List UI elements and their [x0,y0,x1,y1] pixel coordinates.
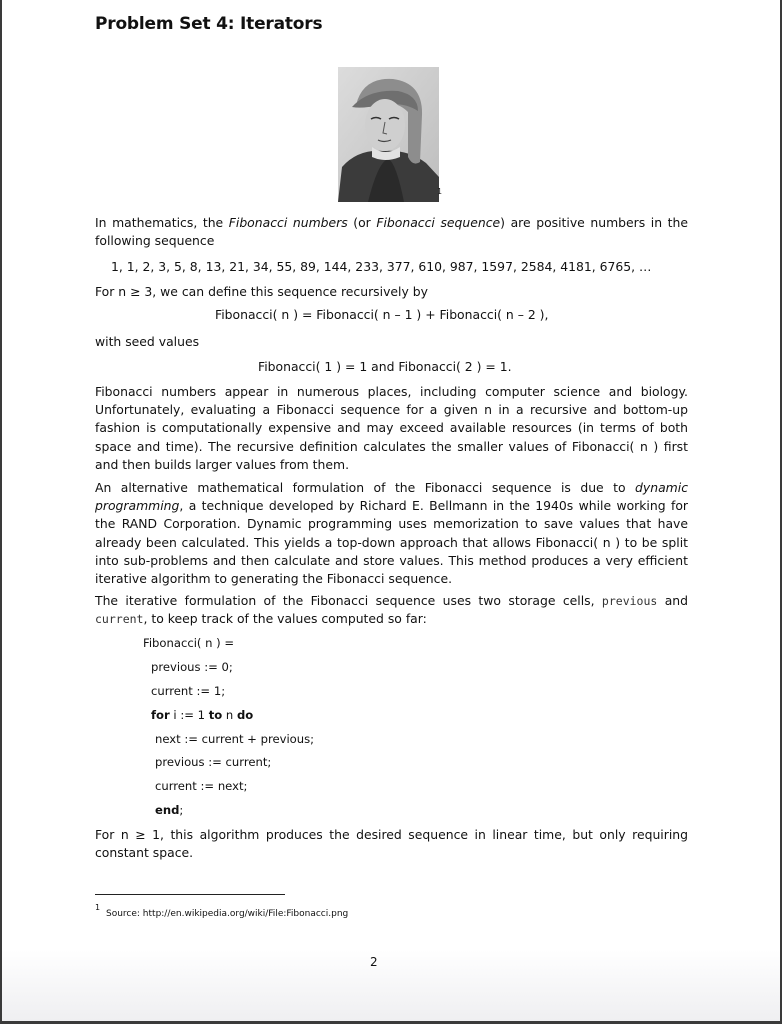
page-title: Problem Set 4: Iterators [95,14,323,34]
paragraph-conclusion: For n ≥ 1, this algorithm produces the desired sequence in linear time, but only requiring constant space. [95,827,688,861]
paragraph-iterative-formulation [95,592,688,628]
intro-emphasis-fibonacci-sequence: Fibonacci sequence [376,215,501,230]
paragraph-text: and [657,593,688,608]
paragraph-recursion-cost: Fibonacci numbers appear in numerous places, including computer science and biology. Unfortunately, evaluating a Fibonacci sequence for a given n in a recursive and bottom-up fashion is computationally expensive and may exceed available resources (in terms of both space and time). The recursive definition calculates the smaller values of Fibonacci( n ) first and then builds larger values from them. [95,384,688,472]
code-current: current [95,612,144,627]
footnote-source-text: Source: http://en.wikipedia.org/wiki/File:Fibonacci.png [106,909,349,919]
emphasis-dynamic-programming: dynamic programming [95,480,688,514]
algorithm-body-previous: previous := current; [155,755,272,769]
keyword-end: end [155,803,180,817]
intro-text: ) are positive numbers in the following sequence [95,215,688,249]
loop-range-start: i := 1 [169,708,209,722]
algorithm-line-previous-init: previous := 0; [151,660,233,674]
seed-intro: with seed values [95,334,200,349]
paragraph-text: , to keep track of the values computed so far: [143,611,427,627]
algorithm-for-loop [151,708,253,722]
algorithm-line-current-init: current := 1; [151,684,226,698]
paragraph-dynamic-programming [95,479,688,588]
keyword-to: to [208,708,223,722]
algorithm-header: Fibonacci( n ) = [143,636,235,650]
recurrence-formula: Fibonacci( n ) = Fibonacci( n – 1 ) + Fibonacci( n – 2 ), [215,307,549,322]
intro-text: (or [347,215,377,230]
footnote-separator [95,894,285,895]
algorithm-end [155,803,183,817]
fibonacci-sequence: 1, 1, 2, 3, 5, 8, 13, 21, 34, 55, 89, 144, 233, 377, 610, 987, 1597, 2584, 4181, 6765, … [111,259,652,274]
algorithm-body-next: next := current + previous; [155,732,315,746]
page-number: 2 [370,955,378,969]
intro-emphasis-fibonacci-numbers: Fibonacci numbers [228,215,348,230]
paragraph-text: , a technique developed by Richard E. Bellmann in the 1940s while working for the RAND Corporation. Dynamic programming uses memorization to save values that have already been calculated. This yields a top-down approach that allows Fibonacci( n ) to be split into sub-problems and then calculate and store values. This method produces a very efficient iterative algorithm to generating the Fibonacci sequence. [95,498,688,587]
code-previous: previous [601,594,658,608]
fibonacci-portrait-image [338,67,439,202]
portrait-illustration-icon [338,67,439,202]
algorithm-body-current: current := next; [155,779,248,793]
seed-values-formula: Fibonacci( 1 ) = 1 and Fibonacci( 2 ) = 1. [258,359,512,374]
keyword-for: for [151,708,170,722]
loop-range-end: n [222,708,237,722]
footnote-number: 1 [95,903,101,912]
intro-paragraph [95,214,688,250]
keyword-do: do [236,708,254,722]
intro-text: In mathematics, the [95,215,229,230]
end-semicolon: ; [179,803,184,817]
paragraph-text: The iterative formulation of the Fibonacci sequence uses two storage cells, [95,593,602,608]
portrait-footnote-marker: 1 [437,187,443,196]
paragraph-text: An alternative mathematical formulation of the Fibonacci sequence is due to [95,480,636,495]
recursive-intro: For n ≥ 3, we can define this sequence recursively by [95,284,428,299]
